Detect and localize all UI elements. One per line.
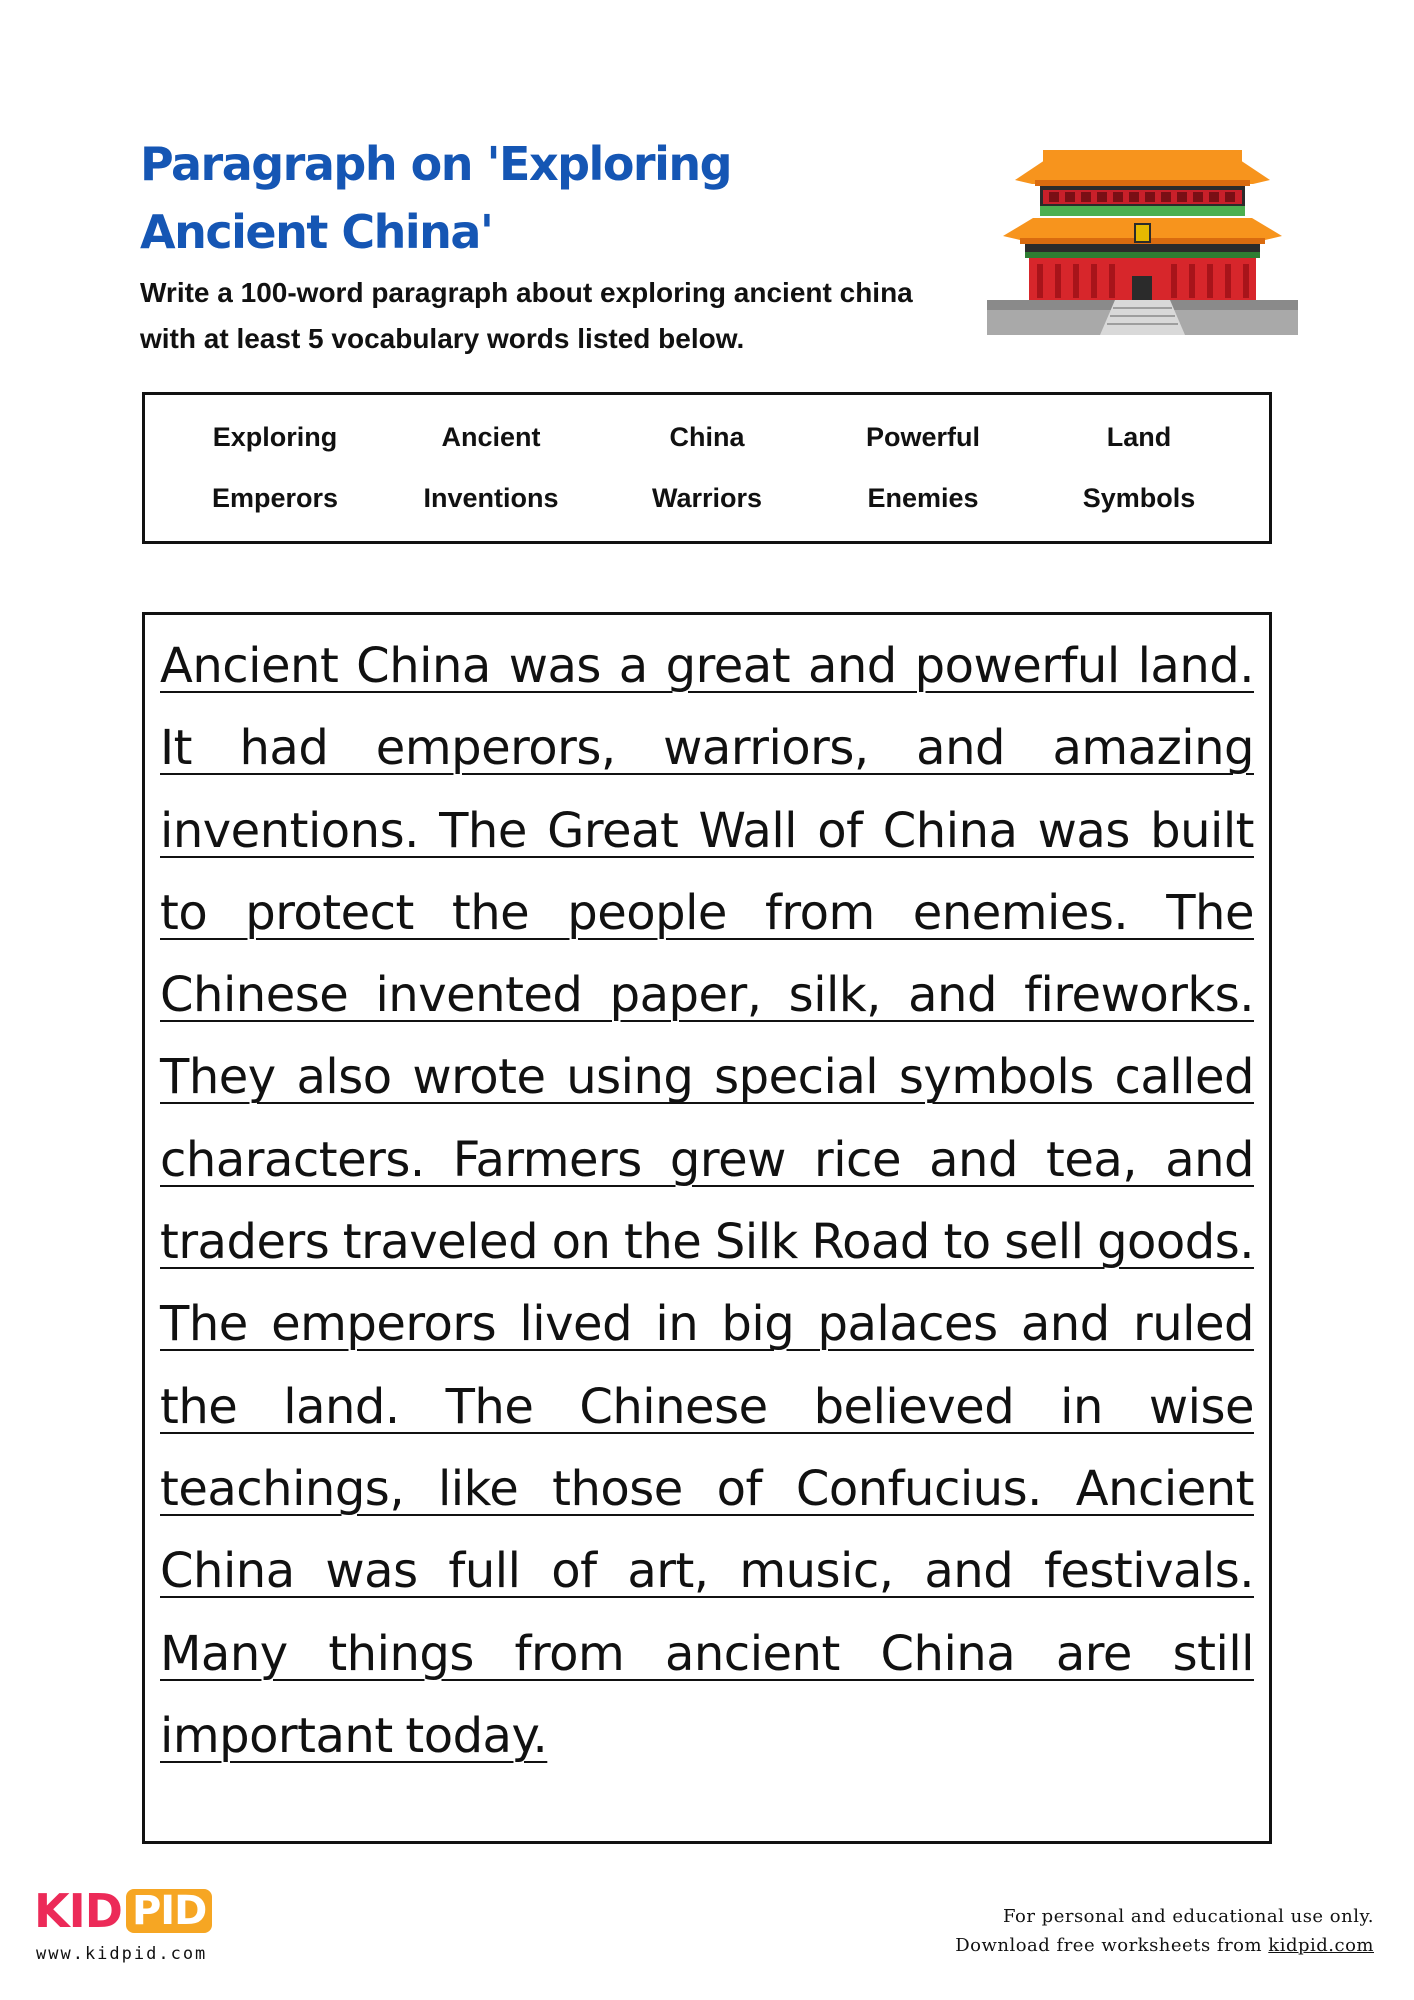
vocabulary-word: Enemies (867, 483, 979, 513)
vocabulary-word: China (669, 422, 745, 452)
vocabulary-word: Ancient (441, 422, 541, 452)
footer-kidpid-link[interactable]: kidpid.com (1268, 1935, 1374, 1956)
footer-usage-line: For personal and educational use only. (1003, 1906, 1374, 1927)
footer-download-line (955, 1931, 1374, 1960)
chinese-palace-icon (985, 140, 1300, 335)
logo-kid-text: KID (34, 1884, 122, 1938)
logo-pid-text: PID (126, 1889, 212, 1933)
page-title: Paragraph on 'Exploring Ancient China' (140, 137, 732, 259)
vocabulary-box (142, 392, 1272, 544)
paragraph-text: Ancient China was a great and powerful land. It had emperors, warriors, and amazing inventions. The Great Wall of China was built to protect the people from enemies. The Chinese invented paper, silk, and fireworks. They also wrote using special symbols called characters. Farmers grew rice and tea, and traders traveled on the Silk Road to sell goods. The emperors lived in big palaces and ruled the land. The Chinese believed in wise teachings, like those of Confucius. Ancient China was full of art, music, and festivals. Many things from ancient China are still important today. (160, 638, 1254, 1764)
vocabulary-word: Land (1106, 422, 1172, 452)
logo-wordmark (34, 1886, 212, 1936)
instructions-text: Write a 100-word paragraph about exploring ancient china with at least 5 vocabulary words listed below. (140, 277, 913, 354)
logo-url: www.kidpid.com (36, 1944, 208, 1964)
vocabulary-word: Inventions (423, 483, 559, 513)
vocabulary-word: Warriors (651, 483, 763, 513)
vocabulary-word: Emperors (211, 483, 339, 513)
footer-note (955, 1902, 1374, 1960)
vocabulary-word: Exploring (212, 422, 338, 452)
vocabulary-word: Symbols (1082, 483, 1196, 513)
footer-download-prefix: Download free worksheets from (955, 1935, 1269, 1956)
vocabulary-word: Powerful (865, 422, 980, 452)
paragraph-box (142, 612, 1272, 1844)
kidpid-logo (34, 1886, 254, 1976)
